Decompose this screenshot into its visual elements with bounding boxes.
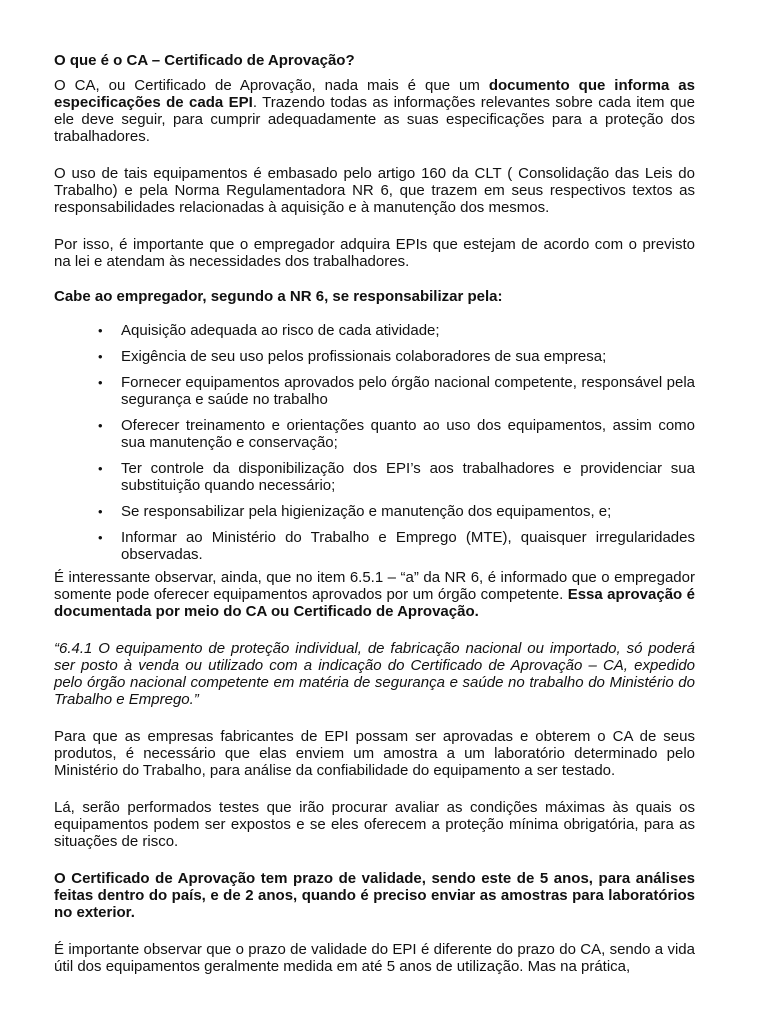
list-item: • Oferecer treinamento e orientações quanto ao uso dos equipamentos, assim como sua manutenção e conservação; bbox=[98, 417, 695, 451]
validity-paragraph: O Certificado de Aprovação tem prazo de validade, sendo este de 5 anos, para análises feitas dentro do país, e de 2 anos, quando é preciso enviar as amostras para laboratórios no exterior. bbox=[54, 870, 695, 921]
list-item: • Se responsabilizar pela higienização e manutenção dos equipamentos, e; bbox=[98, 503, 612, 520]
bullet-icon: • bbox=[98, 504, 103, 519]
bullet-icon: • bbox=[98, 418, 103, 433]
intro-text-bold: documento que informa as especificações de cada EPI bbox=[54, 77, 695, 111]
document-page bbox=[54, 52, 695, 975]
responsibilities-heading: Cabe ao empregador, segundo a NR 6, se responsabilizar pela: bbox=[54, 288, 503, 305]
approval-text-bold: Essa aprovação é documentada por meio do CA ou Certificado de Aprovação. bbox=[54, 586, 695, 620]
intro-paragraph-2: O uso de tais equipamentos é embasado pelo artigo 160 da CLT ( Consolidação das Leis do Trabalho) e pela Norma Regulamentadora NR 6, que trazem em seus respectivos textos as responsabilidades relacionadas à aquisição e à manutenção dos mesmos. bbox=[54, 165, 695, 216]
list-item: • Ter controle da disponibilização dos EPI’s aos trabalhadores e providenciar sua substituição quando necessário; bbox=[98, 460, 695, 494]
list-item: • Exigência de seu uso pelos profissionais colaboradores de sua empresa; bbox=[98, 348, 607, 365]
bullet-icon: • bbox=[98, 461, 103, 476]
list-item: • Aquisição adequada ao risco de cada atividade; bbox=[98, 322, 440, 339]
bullet-icon: • bbox=[98, 375, 103, 390]
epi-lifespan-paragraph: É importante observar que o prazo de validade do EPI é diferente do prazo do CA, sendo a vida útil dos equipamentos geralmente medida em até 5 anos de utilização. Mas na prática, bbox=[54, 941, 695, 975]
bullet-icon: • bbox=[98, 323, 103, 338]
approval-paragraph bbox=[54, 569, 695, 620]
tests-paragraph: Lá, serão performados testes que irão procurar avaliar as condições máximas às quais os equipamentos podem ser expostos e se eles oferecem a proteção mínima obrigatória, para as situações de risco. bbox=[54, 799, 695, 850]
responsibilities-list bbox=[54, 322, 695, 563]
manufacturers-paragraph: Para que as empresas fabricantes de EPI possam ser aprovadas e obterem o CA de seus produtos, é necessário que elas enviem um amostra a um laboratório determinado pelo Ministério do Trabalho, para análise da confiabilidade do equipamento a ser testado. bbox=[54, 728, 695, 779]
page-title: O que é o CA – Certificado de Aprovação? bbox=[54, 52, 355, 69]
intro-paragraph-1 bbox=[54, 77, 695, 145]
intro-text-a: O CA, ou Certificado de Aprovação, nada mais é que um bbox=[54, 77, 489, 94]
nr6-quote: “6.4.1 O equipamento de proteção individual, de fabricação nacional ou importado, só poderá ser posto à venda ou utilizado com a indicação do Certificado de Aprovação – CA, expedido pelo órgão nacional competente em matéria de segurança e saúde no trabalho do Ministério do Trabalho e Emprego.” bbox=[54, 640, 695, 708]
list-item: • Fornecer equipamentos aprovados pelo órgão nacional competente, responsável pela segurança e saúde no trabalho bbox=[98, 374, 695, 408]
bullet-icon: • bbox=[98, 530, 103, 545]
list-item: • Informar ao Ministério do Trabalho e Emprego (MTE), quaisquer irregularidades observadas. bbox=[98, 529, 695, 563]
intro-text-b: . Trazendo todas as informações relevantes sobre cada item que ele deve seguir, para cumprir adequadamente as suas especificações para a proteção dos trabalhadores. bbox=[54, 94, 695, 145]
bullet-icon: • bbox=[98, 349, 103, 364]
intro-paragraph-3: Por isso, é importante que o empregador adquira EPIs que estejam de acordo com o previsto na lei e atendam às necessidades dos trabalhadores. bbox=[54, 236, 695, 270]
approval-text: É interessante observar, ainda, que no item 6.5.1 – “a” da NR 6, é informado que o empregador somente pode oferecer equipamentos aprovados por um órgão competente. bbox=[54, 569, 695, 603]
